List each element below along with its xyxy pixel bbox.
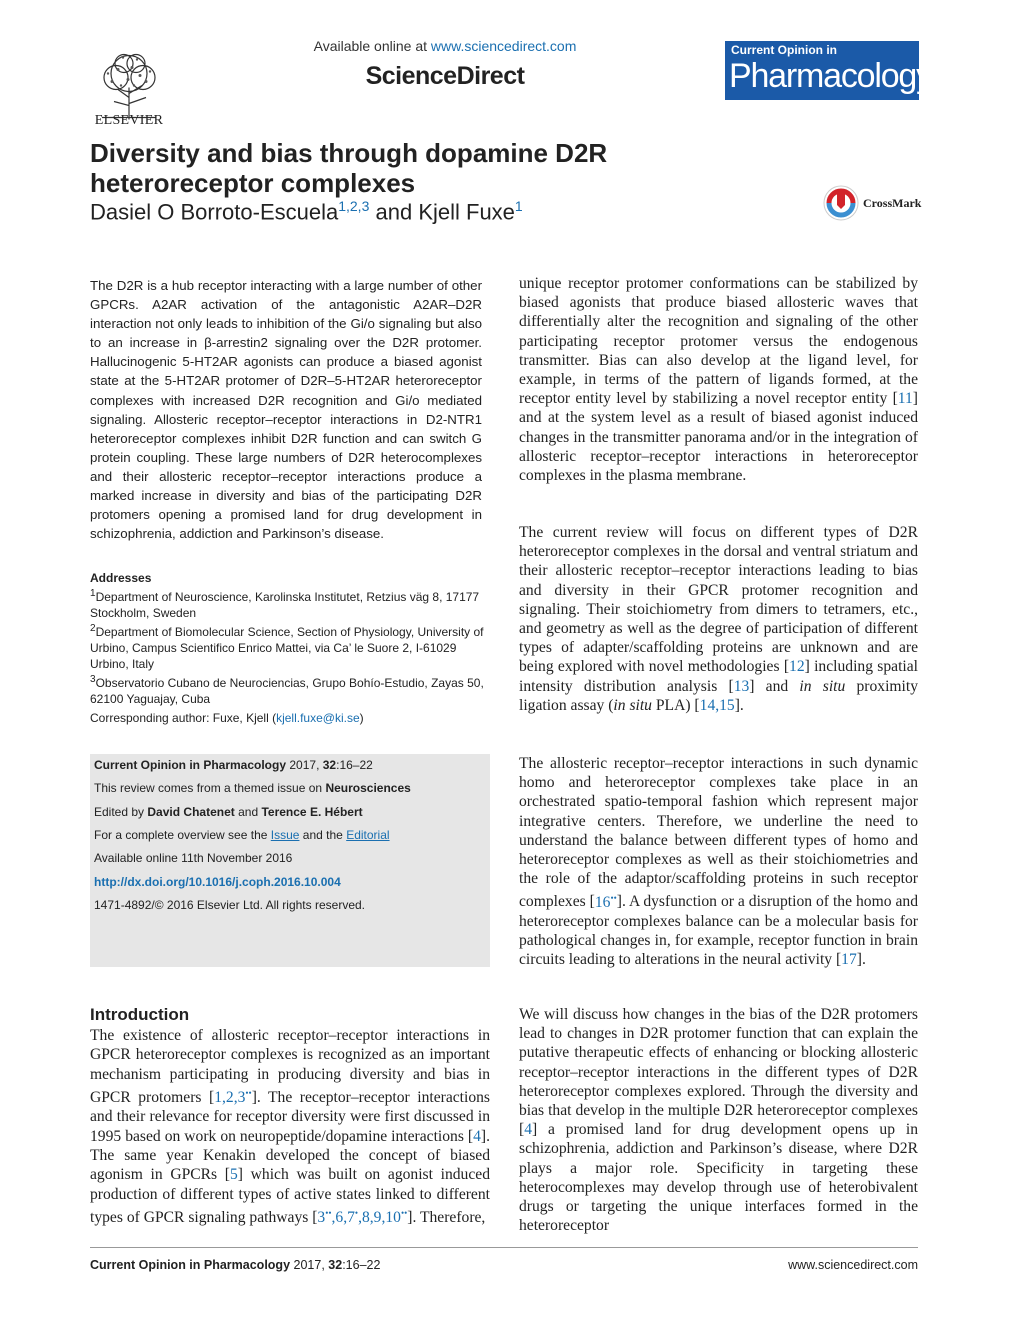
ref-1-3[interactable] <box>214 1089 252 1106</box>
p1-text-a: unique receptor protomer conformations can be stabilized by biased agonists that produce biased allosteric waves that differentially alter the recognition and signaling of the other participating receptor protomer versus the endogenous transmitter. Bias can also develop at the ligand level, for example, in terms of the pattern of ligands formed, at the receptor entity level by stabilizing a novel receptor entity [ <box>519 275 918 408</box>
info-volume: 32 <box>322 758 337 772</box>
publisher-name: ELSEVIER <box>94 113 164 128</box>
addresses <box>90 570 490 707</box>
editorial-link[interactable]: Editorial <box>346 828 390 842</box>
p2-text-c: ] and <box>749 677 800 695</box>
issue-link[interactable]: Issue <box>270 828 300 842</box>
footer-divider <box>90 1247 918 1248</box>
p2-text-e: PLA) [ <box>651 696 700 714</box>
article-title <box>90 138 690 198</box>
ref-13[interactable]: 13 <box>733 677 750 695</box>
footer-year: 2017, <box>293 1258 325 1272</box>
intro-text-2: ]. The receptor–receptor interactions and their relevance for receptor diversity were first discussed in 1995 based on work on neuropeptide/dopamine interactions [ <box>90 1089 491 1145</box>
authors <box>90 198 690 225</box>
journal-logo-big: Pharmacology <box>729 57 932 95</box>
p4-text-b: ] a promised land for drug development opens up in schizophrenia, addiction and Parkinson’s disease, where D2R plays a major role. Specificity in targeting these heterocomplexes may develop through use of heterobivalent drugs or targeting the unique interfaces formed in the heteroreceptor <box>519 1121 918 1235</box>
sciencedirect-brand: ScienceDirect <box>365 62 525 90</box>
article-info-box <box>90 754 490 967</box>
available-online <box>300 38 590 54</box>
ref-14-15[interactable]: 14,15 <box>699 696 735 714</box>
info-issue-theme: Neurosciences <box>325 781 411 795</box>
info-editors <box>94 805 363 819</box>
p1-text-b: ] and at the system level as a result of biased agonist induced changes in the transmitter panorama and/or in the integration of allosteric receptor–receptor interactions in heteroreceptor complexes in the plasma membrane. <box>519 390 918 485</box>
abstract: The D2R is a hub receptor interacting with a large number of other GPCRs. A2AR activation of the antagonistic A2AR–D2R interaction not only leads to inhibition of the Gi/o signaling but also to an increase in β-arrestin2 signaling over the D2R protomer. Hallucinogenic 5-HT2AR agonists can produce a biased agonist state at the 5-HT2AR protomer of D2R–5-HT2AR heteroreceptor complexes with increased D2R recognition and Gi/o mediated signaling. Allosteric receptor–receptor interactions in D2-NTR1 heteroreceptor complexes inhibit D2R function and can switch G protein coupling. These large numbers of D2R heterocomplexes and their allosteric receptor–receptor interactions produce a marked increase in diversity and bias of the participating D2R protomers opening a promised land for drug development in schizophrenia, addiction and Parkinson’s disease. <box>90 278 482 542</box>
author-1-affiliations[interactable]: 1,2,3 <box>338 198 370 214</box>
right-paragraph-1 <box>519 274 918 485</box>
info-overview-prefix: For a complete overview see the <box>94 828 268 842</box>
address-3-text: Observatorio Cubano de Neurociencias, Grupo Bohío-Estudio, Zayas 50, 62100 Yaguajay, Cuba <box>90 676 484 706</box>
footer-pages: :16–22 <box>342 1258 381 1272</box>
info-editor-and: and <box>238 805 259 819</box>
address-1 <box>90 586 490 621</box>
p2-text-b: ] including spatial intensity distribution analysis [ <box>519 658 918 695</box>
intro-text-5: ]. Therefore, <box>407 1209 486 1227</box>
ref-1-3-mark: •• <box>245 1087 252 1098</box>
authors-and: and <box>375 199 413 225</box>
title-line-2: heteroreceptor complexes <box>90 168 416 198</box>
footer-citation <box>90 1258 380 1272</box>
p4-text-a: We will discuss how changes in the bias of the D2R protomers lead to changes in D2R protomer function that can explain the putative therapeutic effects of enhancing or blocking allosteric receptor–receptor interactions in the different types of D2R heteroreceptor complexes explored. Through the diversity and bias that develop in the multiple D2R heteroreceptor complexes [ <box>519 1006 918 1139</box>
info-overview-and: and the <box>302 828 343 842</box>
author-2-affiliations[interactable]: 1 <box>514 198 523 214</box>
corresponding-suffix: ) <box>359 711 364 725</box>
info-editor-2: Terence E. Hébert <box>261 805 363 819</box>
author-2: Kjell Fuxe <box>418 199 515 225</box>
corresponding-email-link[interactable]: kjell.fuxe@ki.se <box>276 711 360 725</box>
address-1-text: Department of Neuroscience, Karolinska Institutet, Retzius väg 8, 17177 Stockholm, Sweden <box>90 590 480 620</box>
p2-italic-2: in situ <box>613 696 652 714</box>
ref-5[interactable]: 5 <box>230 1166 238 1184</box>
crossmark-label: CrossMark <box>863 196 922 210</box>
footer-url[interactable]: www.sciencedirect.com <box>788 1258 918 1272</box>
info-journal: Current Opinion in Pharmacology <box>94 758 287 772</box>
info-issue-prefix: This review comes from a themed issue on <box>94 781 323 795</box>
info-editor-1: David Chatenet <box>147 805 235 819</box>
address-1-num: 1 <box>90 588 96 599</box>
ref-3-label: 3 <box>317 1209 326 1227</box>
address-3 <box>90 672 490 707</box>
ref-11[interactable]: 11 <box>897 390 913 408</box>
title-line-1: Diversity and bias through dopamine D2R <box>90 138 608 168</box>
address-2 <box>90 621 490 672</box>
info-doi <box>94 875 341 889</box>
ref-4b[interactable]: 4 <box>524 1121 532 1139</box>
available-prefix: Available online at <box>313 38 427 54</box>
ref-6-7-label: ,6,7 <box>331 1209 355 1227</box>
ref-3-mark: •• <box>325 1207 332 1218</box>
ref-16-mark: •• <box>610 892 617 903</box>
intro-text-4: ] which was built on agonist induced production of different types of active states linked to different types of GPCR signaling pathways [ <box>90 1166 490 1227</box>
intro-text-3: ]. The same year Kenakin developed the concept of biased agonism in GPCRs [ <box>90 1127 490 1184</box>
info-edited-prefix: Edited by <box>94 805 145 819</box>
addresses-heading: Addresses <box>90 571 152 585</box>
info-issue <box>94 781 411 795</box>
ref-16-label: 16 <box>594 893 611 911</box>
info-pages: :16–22 <box>336 758 373 772</box>
ref-17[interactable]: 17 <box>841 951 857 969</box>
ref-1-3-label: 1,2,3 <box>214 1089 246 1107</box>
p3-text-b: ]. A dysfunction or a disruption of the homo and heteroreceptor complexes balance can be a molecular basis for pathological changes in, for example, receptor function in brain circuits leading to alterations in the neural activity [ <box>519 893 919 969</box>
info-copyright: 1471-4892/© 2016 Elsevier Ltd. All rights reserved. <box>94 898 365 912</box>
p2-italic-1: in situ <box>799 677 846 695</box>
introduction-heading: Introduction <box>90 1005 190 1024</box>
footer-journal: Current Opinion in Pharmacology <box>90 1258 291 1272</box>
intro-text-1: The existence of allosteric receptor–receptor interactions in GPCR heteroreceptor complexes is recognized as an important mechanism participating in producing diversity and bias in GPCR protomers [ <box>90 1027 490 1107</box>
ref-8-10-label: ,8,9,10 <box>358 1209 401 1227</box>
right-paragraph-4 <box>519 1005 918 1235</box>
info-citation <box>94 758 373 772</box>
corresponding-author <box>90 711 490 725</box>
crossmark-icon <box>823 183 859 223</box>
sciencedirect-link[interactable]: www.sciencedirect.com <box>430 38 577 54</box>
author-1: Dasiel O Borroto-Escuela <box>90 199 339 225</box>
ref-16[interactable] <box>595 894 617 911</box>
info-available-date: Available online 11th November 2016 <box>94 851 293 865</box>
ref-10-mark: •• <box>400 1207 408 1218</box>
ref-4[interactable]: 4 <box>473 1127 481 1145</box>
p2-text-a: The current review will focus on different types of D2R heteroreceptor complexes in the dorsal and ventral striatum and their allosteric receptor–receptor interactions leading to bias and diversity in their GPCR protomer recognition and signaling. Their stoichiometry from dimers to tetramers, etc., and geometry as well as the degree of participation of different types of adapter/scaffolding proteins are unknown and are being explored with novel methodologies [ <box>519 524 918 676</box>
p3-text-c: ]. <box>856 951 866 969</box>
footer-volume: 32 <box>328 1258 343 1272</box>
address-2-num: 2 <box>90 623 96 634</box>
right-paragraph-3 <box>519 754 918 969</box>
info-year: 2017, <box>289 758 320 772</box>
journal-logo-small: Current Opinion in <box>731 43 837 57</box>
right-paragraph-2 <box>519 523 918 715</box>
ref-3-10[interactable] <box>317 1209 407 1226</box>
p2-text-f: ]. <box>734 696 744 714</box>
ref-12[interactable]: 12 <box>789 658 805 676</box>
p2-text-d: proximity ligation assay ( <box>519 677 919 714</box>
address-3-num: 3 <box>90 674 96 685</box>
ref-7-mark: • <box>354 1207 359 1218</box>
address-2-text: Department of Biomolecular Science, Section of Physiology, University of Urbino, Campus Scientifico Enrico Mattei, via Ca’ le Suore 2, I-61029 Urbino, Italy <box>90 625 484 671</box>
journal-logo <box>725 41 932 100</box>
corresponding-prefix: Corresponding author: Fuxe, Kjell ( <box>90 711 277 725</box>
doi-link[interactable]: http://dx.doi.org/10.1016/j.coph.2016.10.004 <box>94 875 341 889</box>
introduction-text <box>90 1026 490 1227</box>
crossmark-badge[interactable] <box>823 183 933 223</box>
p3-text-a: The allosteric receptor–receptor interactions in such dynamic homo and heteroreceptor complexes take place in an orchestrated spatio-temporal fashion which represent major integrative centers. Therefore, we underline the need to understand the balance between different types of homo and heteroreceptor complexes as well as their stoichiometries and the role of the adaptor/scaffolding proteins in such receptor complexes [ <box>519 755 918 911</box>
info-overview <box>94 828 390 842</box>
